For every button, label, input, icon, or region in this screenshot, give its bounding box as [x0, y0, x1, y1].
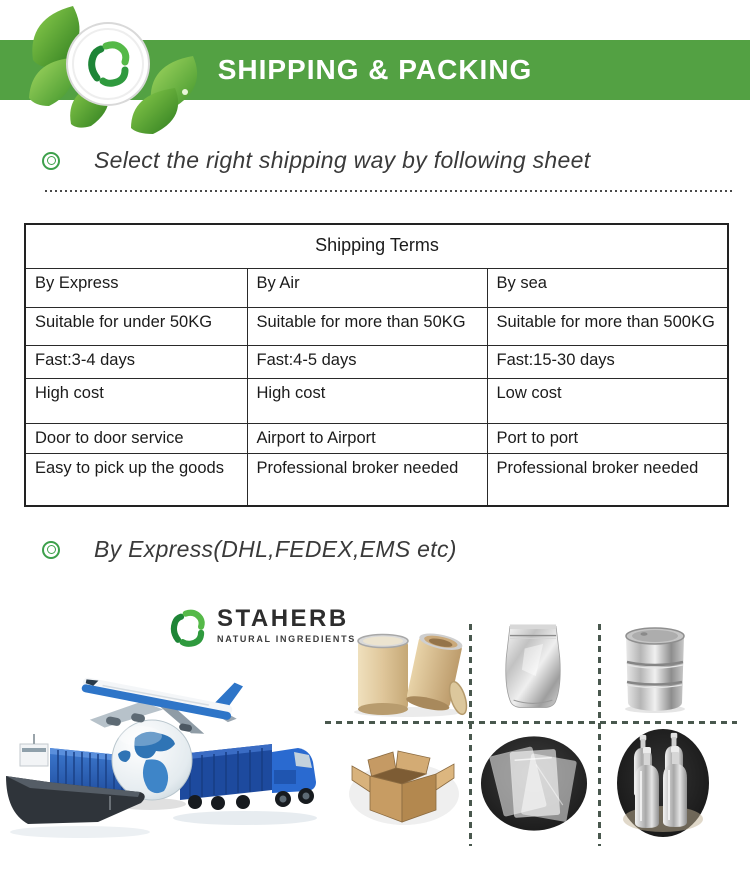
table-cell: Fast:4-5 days — [247, 345, 487, 378]
table-row — [25, 378, 728, 423]
table-cell: Fast:3-4 days — [25, 345, 247, 378]
carton-box-image — [346, 742, 464, 830]
table-row — [25, 307, 728, 345]
table-cell: High cost — [247, 378, 487, 423]
table-cell: By sea — [487, 268, 728, 307]
table-cell: By Express — [25, 268, 247, 307]
staherb-emblem-icon — [168, 606, 208, 652]
table-row — [25, 268, 728, 307]
table-cell: By Air — [247, 268, 487, 307]
table-title: Shipping Terms — [25, 224, 728, 268]
brand-name: STAHERB — [217, 605, 349, 632]
double-circle-bullet-icon — [42, 541, 60, 559]
heading-by-express — [42, 536, 457, 563]
staherb-logo — [168, 606, 356, 652]
heading-select-shipping-label: Select the right shipping way by following sheet — [94, 147, 591, 173]
heading-select-shipping — [42, 147, 590, 174]
logo-circle — [67, 23, 149, 105]
table-cell: Suitable for under 50KG — [25, 307, 247, 345]
table-cell: High cost — [25, 378, 247, 423]
brand-tagline: NATURAL INGREDIENTS — [217, 634, 356, 644]
heading-by-express-label: By Express(DHL,FEDEX,EMS etc) — [94, 536, 457, 562]
paper-fiber-drums-image — [350, 626, 468, 718]
table-cell: Suitable for more than 50KG — [247, 307, 487, 345]
steel-drum-image — [620, 624, 690, 714]
drum-upright — [358, 635, 408, 716]
grid-divider-vertical — [469, 624, 472, 846]
plastic-bags-image — [479, 733, 589, 834]
table-cell: Low cost — [487, 378, 728, 423]
table-cell: Port to port — [487, 423, 728, 453]
leaves-recycle-logo-icon — [25, 0, 225, 135]
grid-divider-vertical — [598, 624, 601, 846]
table-cell: Airport to Airport — [247, 423, 487, 453]
table-row — [25, 345, 728, 378]
aluminum-bottles-image — [616, 727, 710, 839]
truck — [173, 744, 317, 825]
dotted-divider — [45, 190, 733, 192]
table-row — [25, 423, 728, 453]
table-cell: Suitable for more than 500KG — [487, 307, 728, 345]
table-cell: Fast:15-30 days — [487, 345, 728, 378]
table-cell: Easy to pick up the goods — [25, 453, 247, 506]
ship-bridge — [20, 734, 48, 766]
aluminum-foil-bag-image — [497, 620, 569, 712]
table-cell: Professional broker needed — [487, 453, 728, 506]
table-cell: Professional broker needed — [247, 453, 487, 506]
logistics-collage-image — [0, 650, 335, 862]
grid-divider-horizontal — [325, 721, 737, 724]
banner-title: SHIPPING & PACKING — [217, 54, 533, 85]
double-circle-bullet-icon — [42, 152, 60, 170]
table-row — [25, 453, 728, 506]
shipping-terms-table — [24, 223, 729, 507]
table-cell: Door to door service — [25, 423, 247, 453]
